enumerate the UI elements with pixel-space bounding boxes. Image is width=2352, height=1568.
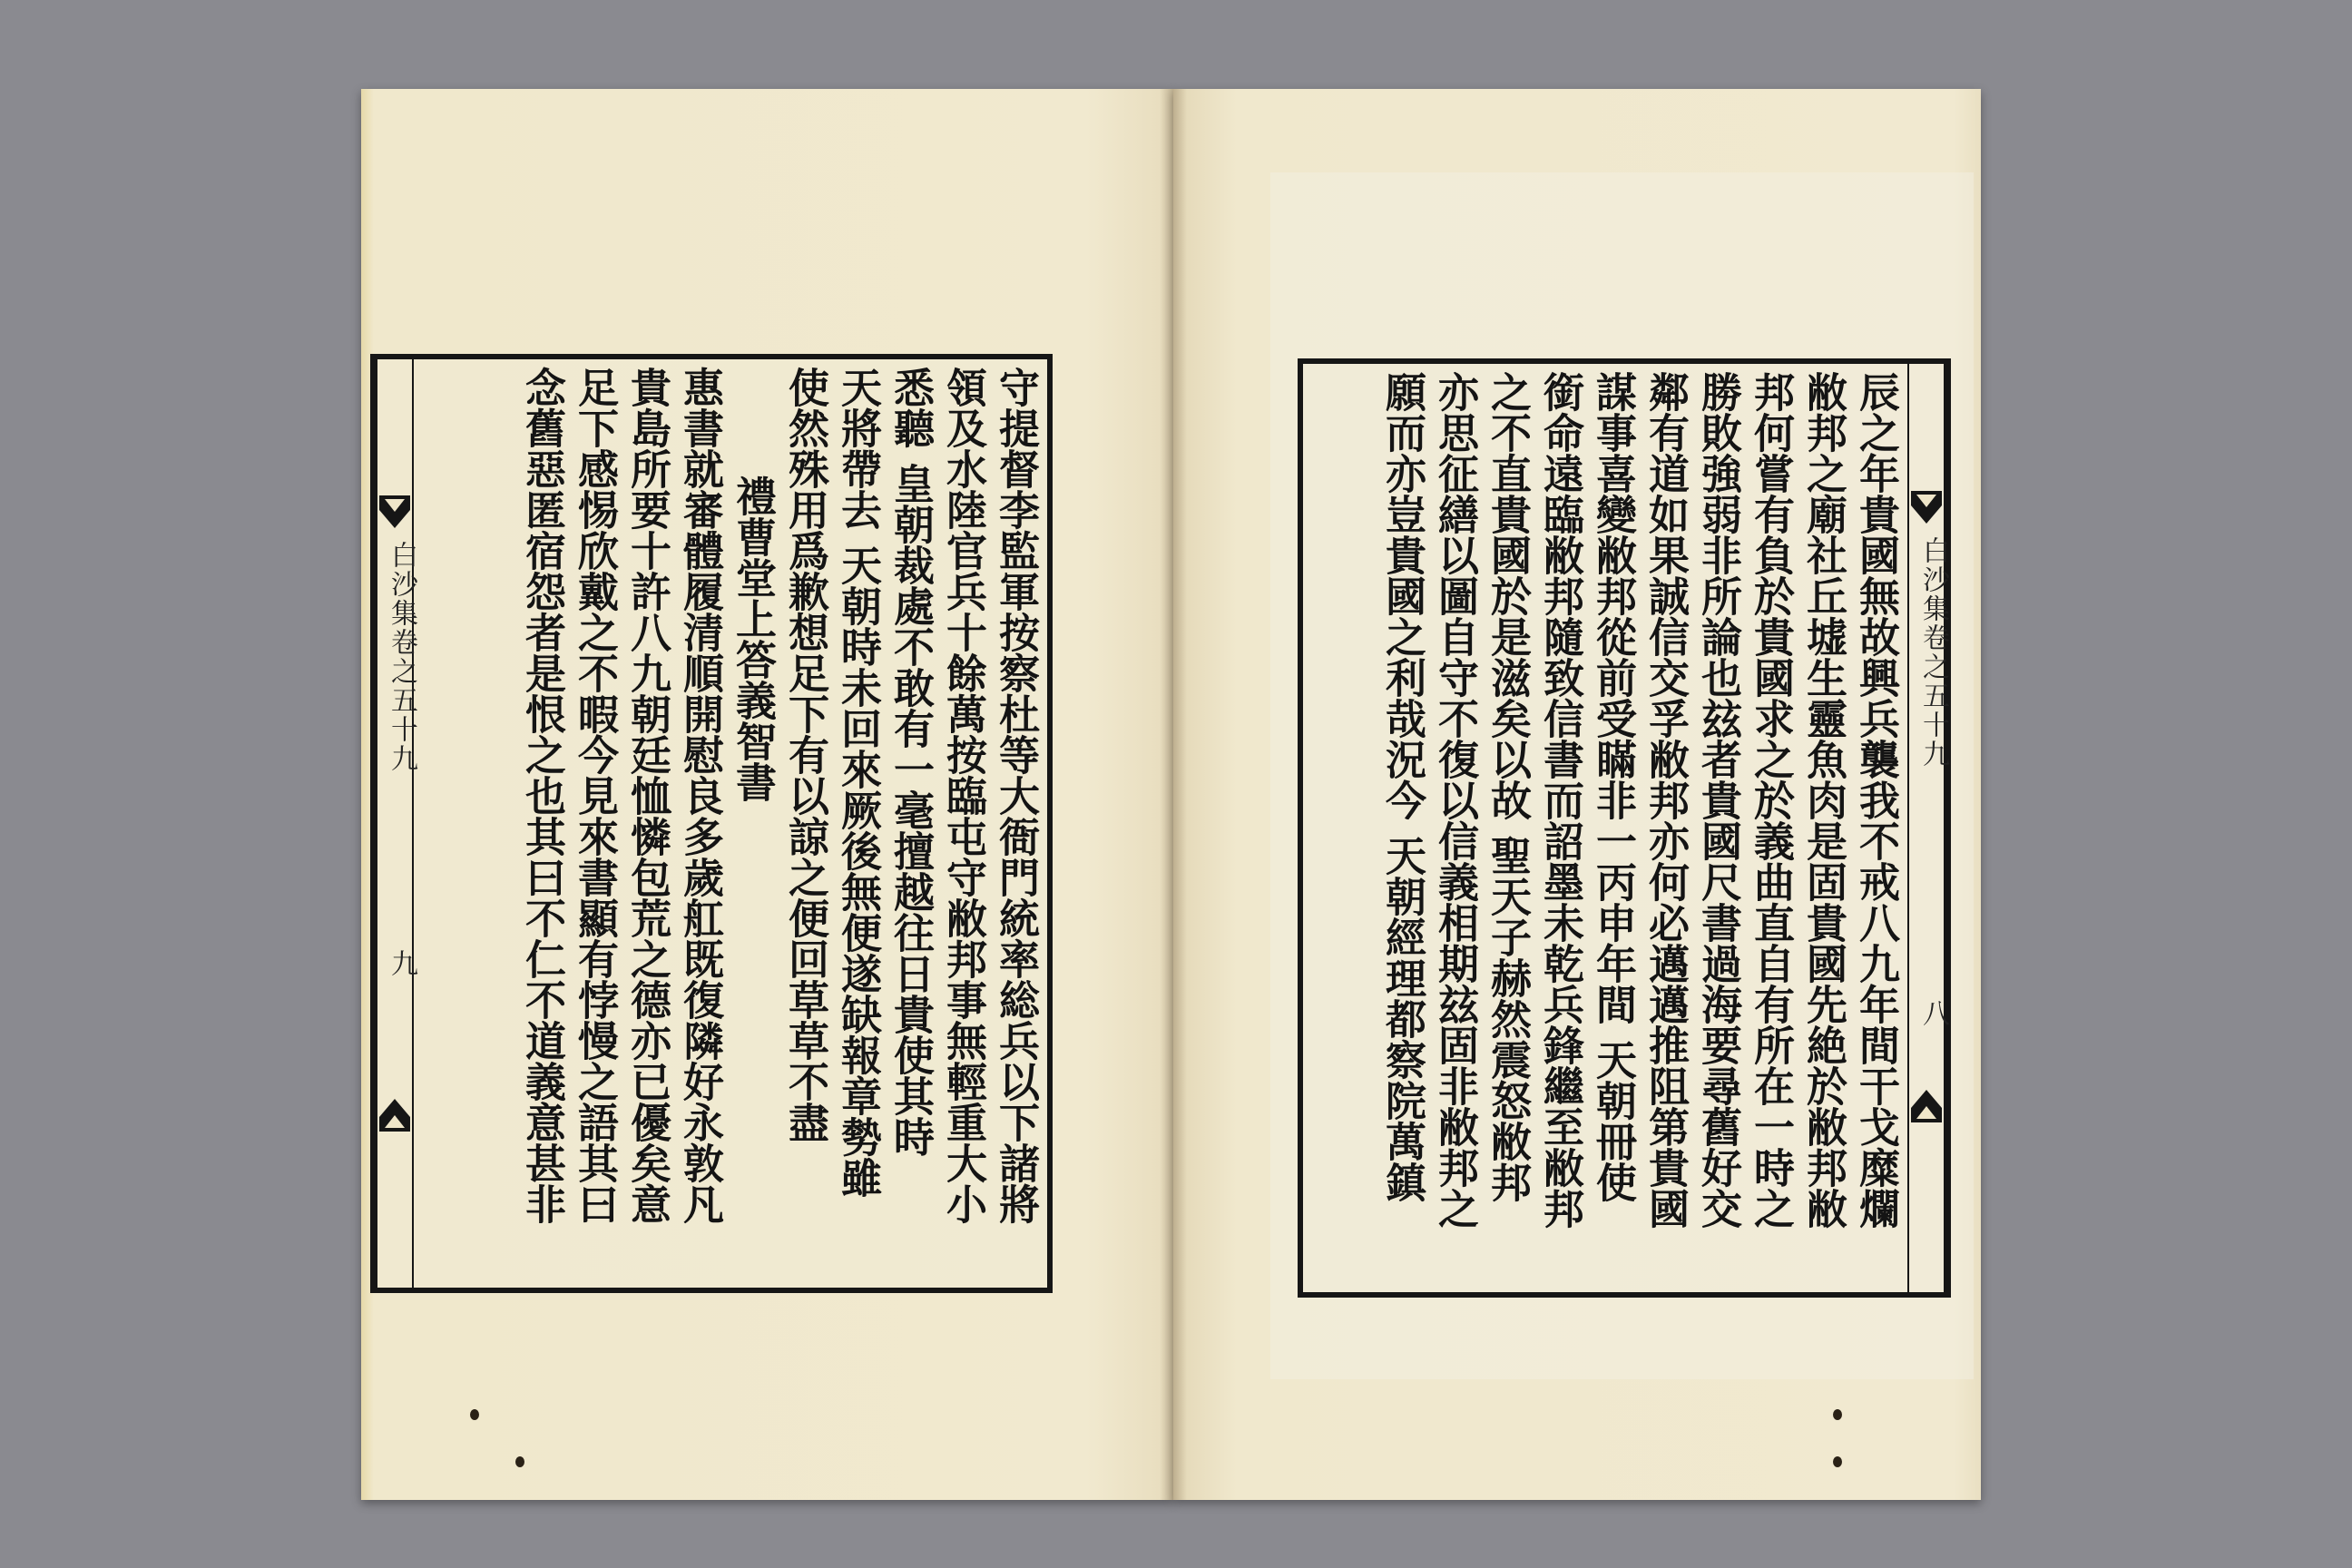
text-column: 領及水陸官兵十餘萬按臨屯守敝邦事無輕重大小 <box>939 367 987 1224</box>
text-column: 勝敗強弱非所論也玆者貴國尺書過海要尋舊好交 <box>1694 371 1742 1229</box>
text-column: 足下感惕欣戴之不暇今見來書顯有悖慢之語其曰 <box>571 367 619 1224</box>
left-text-columns <box>419 367 1042 1280</box>
right-text-frame <box>1298 358 1951 1298</box>
left-page-number: 九 <box>386 949 417 976</box>
left-center-strip <box>376 359 417 1288</box>
fish-tail-ornament-bottom-icon <box>1911 1090 1942 1122</box>
text-column: 鄰有道如果誠信交孚敝邦亦何必邁邁推阻第貴國 <box>1642 371 1690 1229</box>
binding-hole <box>470 1409 479 1420</box>
binding-hole <box>1833 1409 1842 1420</box>
letter-heading: 禮曹堂上答義智書 <box>729 475 777 802</box>
text-column: 天將帶去 天朝時未回來厥後無便遂缺報章勢雖 <box>834 367 882 1198</box>
text-column: 謀事喜變敝邦從前受瞞非一丙申年間 天朝冊使 <box>1589 371 1637 1202</box>
text-column: 貴島所要十許八九朝廷恤憐包荒之德亦已優矣意 <box>623 367 671 1224</box>
left-text-frame <box>370 354 1053 1293</box>
right-page-number: 八 <box>1917 999 1949 1026</box>
text-column: 之不直貴國於是滋矣以故 聖天子赫然震怒敝邦 <box>1484 371 1532 1202</box>
binding-hole <box>515 1456 524 1467</box>
text-column: 惠書就審體履清順開慰良多歲舡既復隣好永敦凡 <box>676 367 724 1224</box>
text-column: 念舊惡匿宿怨者是恨之也其曰不仁不道義意甚非 <box>518 367 566 1224</box>
text-column: 辰之年貴國無故興兵襲我不戒八九年間干戈糜爛 <box>1852 371 1900 1229</box>
fish-tail-ornament-icon <box>1911 491 1942 524</box>
left-margin-title: 白沙集卷之五十九 <box>386 541 417 773</box>
right-text-columns <box>1308 371 1902 1285</box>
text-column: 使然殊用爲歉想足下有以諒之便回草草不盡 <box>781 367 829 1142</box>
right-margin-title: 白沙集卷之五十九 <box>1917 536 1949 769</box>
text-column: 敝邦之廟社丘墟生靈魚肉是固貴國先絶於敝邦敝 <box>1799 371 1847 1229</box>
text-column: 守提督李監軍按察杜等大衙門統率総兵以下諸將 <box>992 367 1040 1224</box>
text-column: 悉聽 皇朝裁處不敢有一毫擅越往日貴使其時 <box>887 367 935 1157</box>
fish-tail-ornament-icon <box>379 495 410 528</box>
text-column: 邦何嘗有負於貴國求之於義曲直自有所在一時之 <box>1747 371 1795 1229</box>
fish-tail-ornament-bottom-icon <box>379 1099 410 1132</box>
text-column: 亦思征繕以圖自守不復以信義相期玆固非敝邦之 <box>1431 371 1479 1229</box>
right-center-strip <box>1907 364 1949 1292</box>
text-column: 願而亦豈貴國之利哉況今 天朝經理都察院萬鎮 <box>1378 371 1426 1202</box>
text-column: 銜命遠臨敝邦隨致信書而詔墨未乾兵鋒繼至敝邦 <box>1536 371 1584 1229</box>
book-gutter <box>1160 89 1187 1500</box>
binding-hole <box>1833 1456 1842 1467</box>
